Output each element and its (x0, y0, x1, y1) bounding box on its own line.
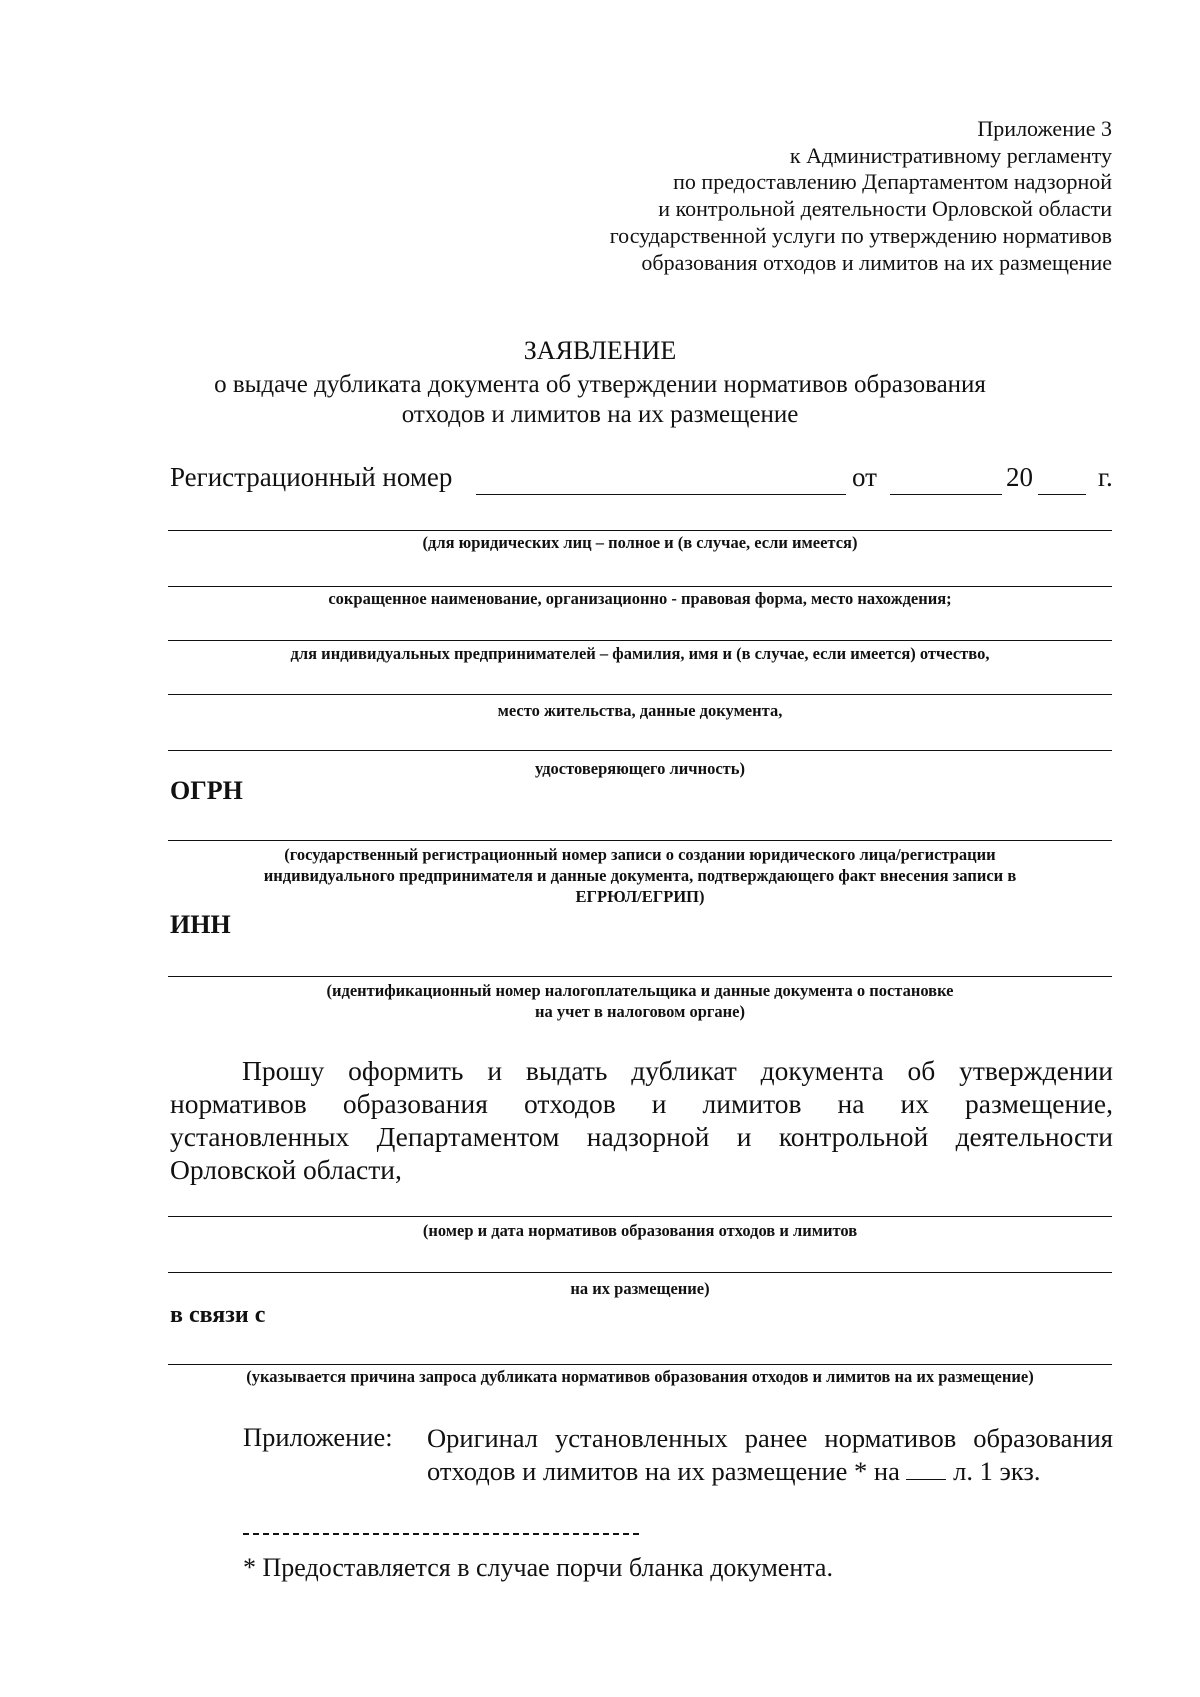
ogrn-caption-line: (государственный регистрационный номер записи о создании юридического лица/регистрации (284, 845, 996, 864)
norms-field-1[interactable] (168, 1216, 1112, 1217)
footnote: * Предоставляется в случае порчи бланка документа. (243, 1553, 833, 1582)
header-line: к Административному регламенту (789, 142, 1112, 168)
header-line: государственной услуги по утверждению нормативов (609, 222, 1112, 248)
attachment-text (427, 1422, 1113, 1488)
reason-caption: (указывается причина запроса дубликата нормативов образования отходов и лимитов на их размещение) (246, 1367, 1034, 1386)
registration-date-field[interactable] (890, 494, 1002, 495)
registration-number-field[interactable] (476, 494, 846, 495)
footnote-separator (243, 1533, 639, 1535)
inn-caption-line: (идентификационный номер налогоплательщика и данные документа о постановке (326, 981, 954, 1000)
registration-year-field[interactable] (1038, 494, 1086, 495)
applicant-field-2[interactable] (168, 586, 1112, 587)
ogrn-field[interactable] (168, 840, 1112, 841)
ogrn-caption-line: ЕГРЮЛ/ЕГРИП) (575, 887, 705, 906)
applicant-caption: место жительства, данные документа, (497, 701, 783, 720)
applicant-caption: удостоверяющего личность) (535, 759, 745, 778)
norms-field-2[interactable] (168, 1272, 1112, 1273)
registration-line (170, 462, 1113, 496)
registration-label: Регистрационный номер (170, 462, 453, 492)
inn-field[interactable] (168, 976, 1112, 977)
inn-caption-line: на учет в налоговом органе) (535, 1002, 745, 1021)
attachment-line: Оригинал установленных ранее нормативов образования (427, 1423, 1113, 1453)
document-subtitle (0, 370, 1200, 430)
appendix-header (492, 116, 1112, 276)
request-line: Прошу оформить и выдать дубликат документа об утверждении (242, 1055, 1113, 1086)
ogrn-caption-line: индивидуального предпринимателя и данные документа, подтверждающего факт внесения записи в (263, 866, 1017, 885)
inn-label: ИНН (170, 910, 231, 939)
attachment-pages-field[interactable] (906, 1459, 946, 1480)
request-line: нормативов образования отходов и лимитов на их размещение, (170, 1088, 1113, 1119)
ogrn-label: ОГРН (170, 776, 243, 805)
attachment-line-suffix: л. 1 экз. (953, 1456, 1041, 1486)
subtitle-line: отходов и лимитов на их размещение (401, 401, 799, 428)
norms-caption: (номер и дата нормативов образования отходов и лимитов (422, 1221, 858, 1240)
document-title: ЗАЯВЛЕНИЕ (523, 336, 677, 365)
registration-year-suffix: г. (1098, 462, 1113, 492)
subtitle-line: о выдаче дубликата документа об утверждении нормативов образования (214, 371, 986, 398)
applicant-caption: сокращенное наименование, организационно - правовая форма, место нахождения; (328, 589, 952, 608)
header-line: по предоставлению Департаментом надзорной (673, 169, 1112, 195)
header-line: Приложение 3 (977, 116, 1112, 141)
request-paragraph (170, 1054, 1113, 1186)
applicant-field-1[interactable] (168, 530, 1112, 531)
attachment-line (427, 1455, 1113, 1488)
ogrn-caption (168, 844, 1112, 907)
applicant-field-4[interactable] (168, 694, 1112, 695)
inn-caption (168, 980, 1112, 1022)
reason-label: в связи с (170, 1302, 266, 1328)
applicant-field-5[interactable] (168, 750, 1112, 751)
request-line: Орловской области, (170, 1154, 402, 1185)
applicant-caption: для индивидуальных предпринимателей – фамилия, имя и (в случае, если имеется) отчество, (290, 644, 990, 663)
header-line: и контрольной деятельности Орловской области (658, 196, 1112, 222)
reason-field[interactable] (168, 1364, 1112, 1365)
registration-from-label: от (852, 462, 877, 492)
request-line: установленных Департаментом надзорной и контрольной деятельности (170, 1121, 1113, 1152)
applicant-field-3[interactable] (168, 640, 1112, 641)
applicant-caption: (для юридических лиц – полное и (в случае, если имеется) (422, 533, 858, 552)
attachment-label: Приложение: (243, 1422, 393, 1452)
norms-caption: на их размещение) (570, 1279, 710, 1298)
registration-year-prefix: 20 (1006, 462, 1033, 492)
header-line: образования отходов и лимитов на их размещение (641, 249, 1112, 275)
attachment-line-prefix: отходов и лимитов на их размещение * на (427, 1456, 900, 1486)
